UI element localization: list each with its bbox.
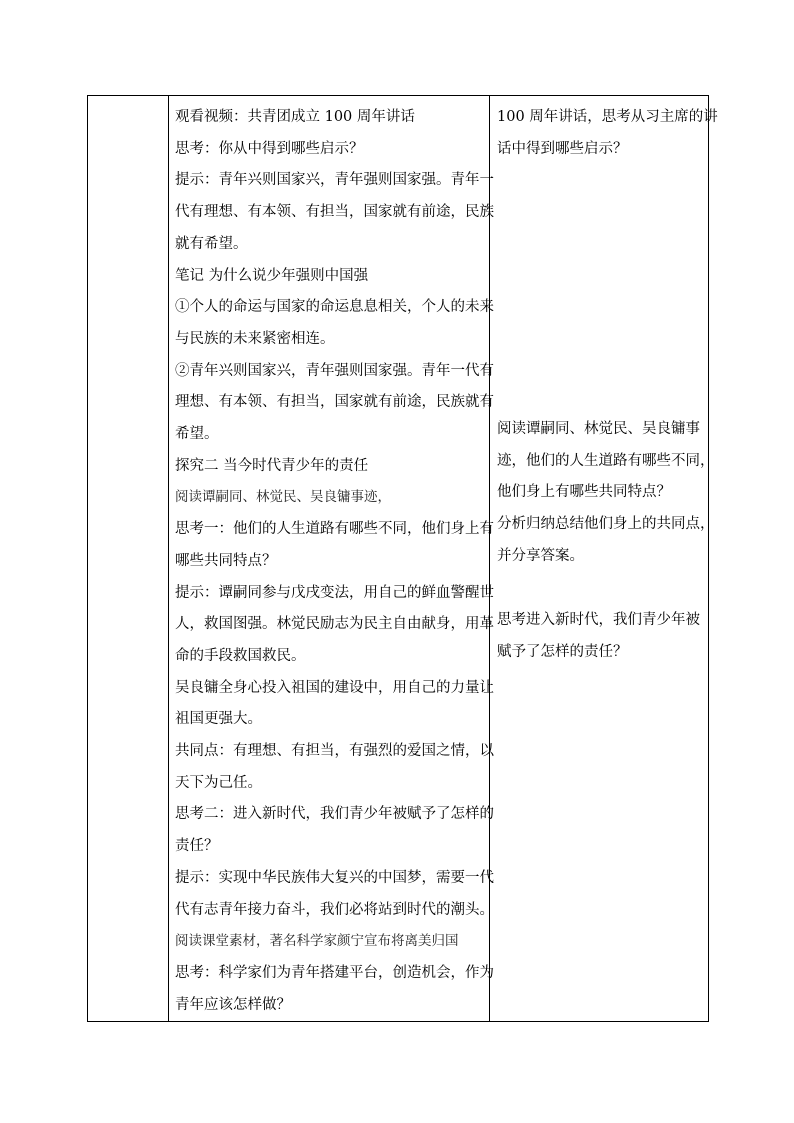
text-line: 阅读课堂素材，著名科学家颜宁宣布将离美归国 [175,933,459,950]
text-line: 共同点：有理想、有担当，有强烈的爱国之情，以 [175,743,494,760]
text-line: 理想、有本领、有担当，国家就有前途，民族就有 [175,394,494,411]
text-line: ①个人的命运与国家的命运息息相关，个人的未来 [175,299,494,316]
text-line: 提示：青年兴则国家兴，青年强则国家强。青年一 [175,172,494,189]
text-line: 赋予了怎样的责任？ [497,643,628,660]
text-line: 哪些共同特点？ [175,552,277,569]
student-activity [490,96,718,1014]
text-line: 责任？ [175,838,219,855]
activity-group [497,102,718,165]
text-line: 迹，他们的人生道路有哪些不同， [497,452,715,469]
text-line: 思考：科学家们为青年搭建平台，创造机会，作为 [175,964,494,981]
text-line: 祖国更强大。 [175,711,262,728]
text-line: 代有理想、有本领、有担当，国家就有前途，民族 [175,204,494,221]
section-heading: 探究二 当今时代青少年的责任 [175,457,369,474]
text-line: 话中得到哪些启示？ [497,140,628,157]
text-line: 提示：实现中华民族伟大复兴的中国梦，需要一代 [175,869,494,886]
text-line: 阅读谭嗣同、林觉民、吴良镛事 [497,421,700,437]
text-line: 就有希望。 [175,235,248,252]
text-line: 思考：你从中得到哪些启示？ [175,140,364,157]
text-line: 思考二：进入新时代，我们青少年被赋予了怎样的 [175,806,494,823]
text-line: 吴良镛全身心投入祖国的建设中，用自己的力量让 [175,679,494,696]
text-line: 思考进入新时代，我们青少年被 [497,612,700,628]
text-line: 与民族的未来紧密相连。 [175,330,335,347]
text-line: 人，救国图强。林觉民励志为民主自由献身，用革 [175,616,494,633]
left-empty-cell [88,96,169,1022]
text-line: 100 周年讲话，思考从习主席的讲 [497,109,718,125]
text-line: 并分享答案。 [497,547,584,564]
text-line: 青年应该怎样做？ [175,996,291,1013]
text-line: 他们身上有哪些共同特点？ [497,484,671,501]
text-line: 阅读谭嗣同、林觉民、吴良镛事迹， [175,489,391,506]
teaching-content-cell [169,96,494,1022]
teaching-content [169,96,494,1021]
text-line: 思考一：他们的人生道路有哪些不同，他们身上有 [175,521,494,538]
table-row [88,96,709,1022]
text-line: ②青年兴则国家兴，青年强则国家强。青年一代有 [175,362,494,379]
activity-group [497,605,700,668]
text-line: 观看视频：共青团成立 100 周年讲话 [175,109,415,125]
text-line: 代有志青年接力奋斗，我们必将站到时代的潮头。 [175,901,494,918]
text-line: 分析归纳总结他们身上的共同点， [497,516,715,533]
student-activity-cell [490,96,718,1022]
text-line: 希望。 [175,426,219,443]
activity-group [497,414,715,573]
lesson-table [87,95,718,1022]
text-line: 提示：谭嗣同参与戊戌变法，用自己的鲜血警醒世 [175,584,494,601]
text-line: 命的手段救国救民。 [175,647,306,664]
notes-heading: 笔记 为什么说少年强则中国强 [175,267,369,284]
text-line: 天下为己任。 [175,774,262,791]
